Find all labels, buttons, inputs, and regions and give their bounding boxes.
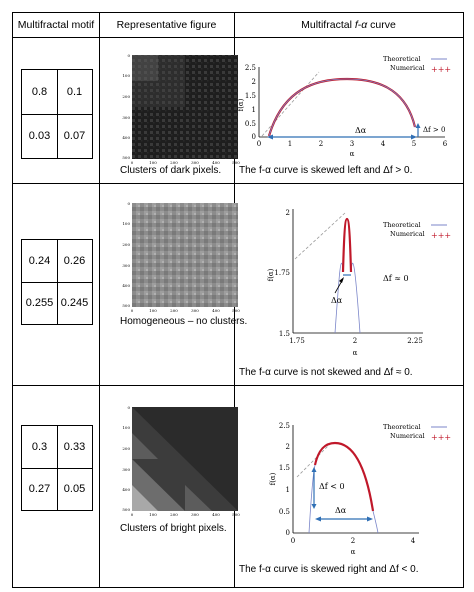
y-tick: 2 — [285, 443, 290, 451]
fig-tick: 100 — [149, 512, 157, 517]
fig-tick: 400 — [212, 512, 220, 517]
x-tick: 0 — [290, 537, 296, 545]
motif-grid-row1 — [21, 69, 93, 159]
fig-tick: 100 — [149, 308, 157, 313]
fig-tick: 0 — [127, 201, 130, 206]
x-axis-label: α — [352, 349, 358, 357]
x-tick: 4 — [380, 140, 386, 148]
y-tick: 1.5 — [278, 330, 290, 338]
curve-caption: The f-α curve is skewed right and Δf < 0. — [239, 564, 419, 575]
curve-caption: The f-α curve is skewed left and Δf > 0. — [239, 165, 413, 176]
x-axis-label: α — [349, 150, 355, 158]
header-curve: Multifractal f-α curve — [301, 19, 396, 31]
fig-tick: 400 — [122, 283, 130, 288]
motif-cell: 0.33 — [63, 441, 86, 453]
fig-tick: 300 — [191, 160, 199, 165]
fig-tick: 300 — [122, 263, 130, 268]
x-tick: 2 — [318, 140, 324, 148]
motif-cell: 0.07 — [63, 130, 86, 142]
fig-tick: 200 — [170, 308, 178, 313]
x-tick: 4 — [410, 537, 416, 545]
fig-tick: 0 — [130, 308, 134, 313]
numerical-curve — [315, 443, 373, 511]
row-divider-1 — [13, 183, 463, 184]
fig-tick: 200 — [122, 446, 130, 451]
fig-tick: 0 — [130, 160, 134, 165]
y-tick: 2.5 — [244, 64, 256, 72]
fig-tick: 300 — [191, 308, 199, 313]
y-axis-label: f(α) — [237, 98, 245, 112]
fig-tick: 0 — [130, 512, 134, 517]
legend-theoretical: Theoretical — [383, 423, 421, 431]
fig-tick: 200 — [122, 242, 130, 247]
y-tick: 0 — [285, 529, 290, 537]
x-tick: 5 — [411, 140, 417, 148]
x-tick: 2 — [352, 337, 358, 345]
legend-theoretical: Theoretical — [383, 55, 421, 63]
fractal-image-dark — [120, 47, 240, 167]
y-tick: 2 — [251, 78, 256, 86]
fractal-image-homogeneous — [120, 195, 240, 315]
y-tick: 1.75 — [274, 269, 290, 277]
figure-caption: Homogeneous – no clusters. — [120, 316, 248, 327]
col-divider-1 — [99, 13, 100, 587]
fig-tick: 500 — [122, 303, 130, 308]
fractal-image-bright — [120, 399, 240, 519]
fig-tick: 500 — [122, 507, 130, 512]
motif-cell: 0.245 — [60, 297, 89, 309]
motif-cell: 0.1 — [66, 86, 83, 98]
delta-alpha-label: Δα — [335, 506, 347, 515]
legend-numerical: Numerical — [390, 432, 425, 440]
fa-curve-chart-2 — [235, 197, 460, 361]
y-tick: 1 — [251, 106, 256, 114]
row-divider-2 — [13, 385, 463, 386]
fig-tick: 100 — [122, 221, 130, 226]
delta-alpha-label: Δα — [331, 296, 343, 305]
header-motif: Multifractal motif — [17, 19, 95, 31]
figure-table — [12, 12, 464, 588]
motif-grid-row2 — [21, 239, 93, 325]
y-axis-label: f(α) — [267, 268, 275, 282]
x-tick: 1.75 — [289, 337, 305, 345]
theoretical-curve — [269, 79, 415, 136]
y-tick: 0 — [251, 133, 256, 141]
y-tick: 2 — [285, 209, 290, 217]
x-tick: 3 — [349, 140, 355, 148]
y-tick: 0.5 — [244, 120, 256, 128]
x-tick: 2 — [350, 537, 356, 545]
x-axis-label: α — [350, 548, 356, 556]
theoretical-tail-right — [373, 511, 378, 533]
fig-tick: 0 — [127, 405, 130, 410]
fa-curve-chart-3 — [235, 399, 460, 559]
figure-caption: Clusters of dark pixels. — [120, 165, 222, 176]
fig-tick: 400 — [212, 160, 220, 165]
motif-cell: 0.27 — [28, 483, 51, 495]
fig-tick: 400 — [122, 135, 130, 140]
guide-line — [295, 213, 345, 259]
fig-tick: 100 — [149, 160, 157, 165]
y-tick: 1.5 — [244, 92, 256, 100]
motif-cell: 0.8 — [31, 86, 48, 98]
legend-numerical: Numerical — [390, 230, 425, 238]
legend-theoretical: Theoretical — [383, 221, 421, 229]
motif-cell: 0.26 — [63, 255, 86, 267]
fig-tick: 400 — [122, 487, 130, 492]
figure-caption: Clusters of bright pixels. — [120, 523, 227, 534]
svg-text:+++: +++ — [431, 433, 452, 442]
fig-tick: 200 — [170, 160, 178, 165]
numerical-curve — [269, 79, 415, 136]
header-figure: Representative figure — [116, 19, 217, 31]
fig-tick: 100 — [122, 73, 130, 78]
y-tick: 1.5 — [278, 464, 290, 472]
fig-tick: 300 — [122, 115, 130, 120]
fig-tick: 0 — [127, 53, 130, 58]
y-tick: 2.5 — [278, 422, 290, 430]
motif-cell: 0.24 — [28, 255, 51, 267]
x-tick: 2.25 — [407, 337, 423, 345]
y-tick: 1 — [285, 486, 290, 494]
y-axis-label: f(α) — [269, 472, 277, 486]
numerical-curve — [343, 219, 351, 272]
x-tick: 1 — [287, 140, 293, 148]
fig-tick: 500 — [232, 512, 240, 517]
delta-f-label: Δf > 0 — [423, 126, 446, 134]
fig-tick: 500 — [232, 308, 240, 313]
fig-tick: 500 — [122, 155, 130, 160]
guide-line — [262, 72, 319, 136]
x-tick: 0 — [256, 140, 262, 148]
delta-f-label: Δf ≈ 0 — [383, 274, 409, 283]
motif-cell: 0.03 — [28, 130, 51, 142]
motif-cell: 0.3 — [31, 441, 48, 453]
x-tick: 6 — [442, 140, 448, 148]
y-tick: 0.5 — [278, 508, 290, 516]
motif-grid-row3 — [21, 425, 93, 511]
motif-cell: 0.255 — [25, 297, 54, 309]
svg-text:+++: +++ — [431, 65, 452, 74]
fig-tick: 300 — [122, 467, 130, 472]
fig-tick: 100 — [122, 425, 130, 430]
fig-tick: 200 — [170, 512, 178, 517]
motif-cell: 0.05 — [63, 483, 86, 495]
fa-curve-chart-1 — [235, 39, 460, 169]
theoretical-tail-right — [351, 263, 360, 333]
svg-text:+++: +++ — [431, 231, 452, 240]
legend-numerical: Numerical — [390, 64, 425, 72]
delta-f-label: Δf < 0 — [319, 482, 345, 491]
delta-alpha-label: Δα — [355, 126, 367, 135]
fig-tick: 500 — [232, 160, 240, 165]
curve-caption: The f-α curve is not skewed and Δf ≈ 0. — [239, 367, 413, 378]
fig-tick: 400 — [212, 308, 220, 313]
fig-tick: 300 — [191, 512, 199, 517]
fig-tick: 200 — [122, 94, 130, 99]
header-divider — [13, 37, 463, 38]
